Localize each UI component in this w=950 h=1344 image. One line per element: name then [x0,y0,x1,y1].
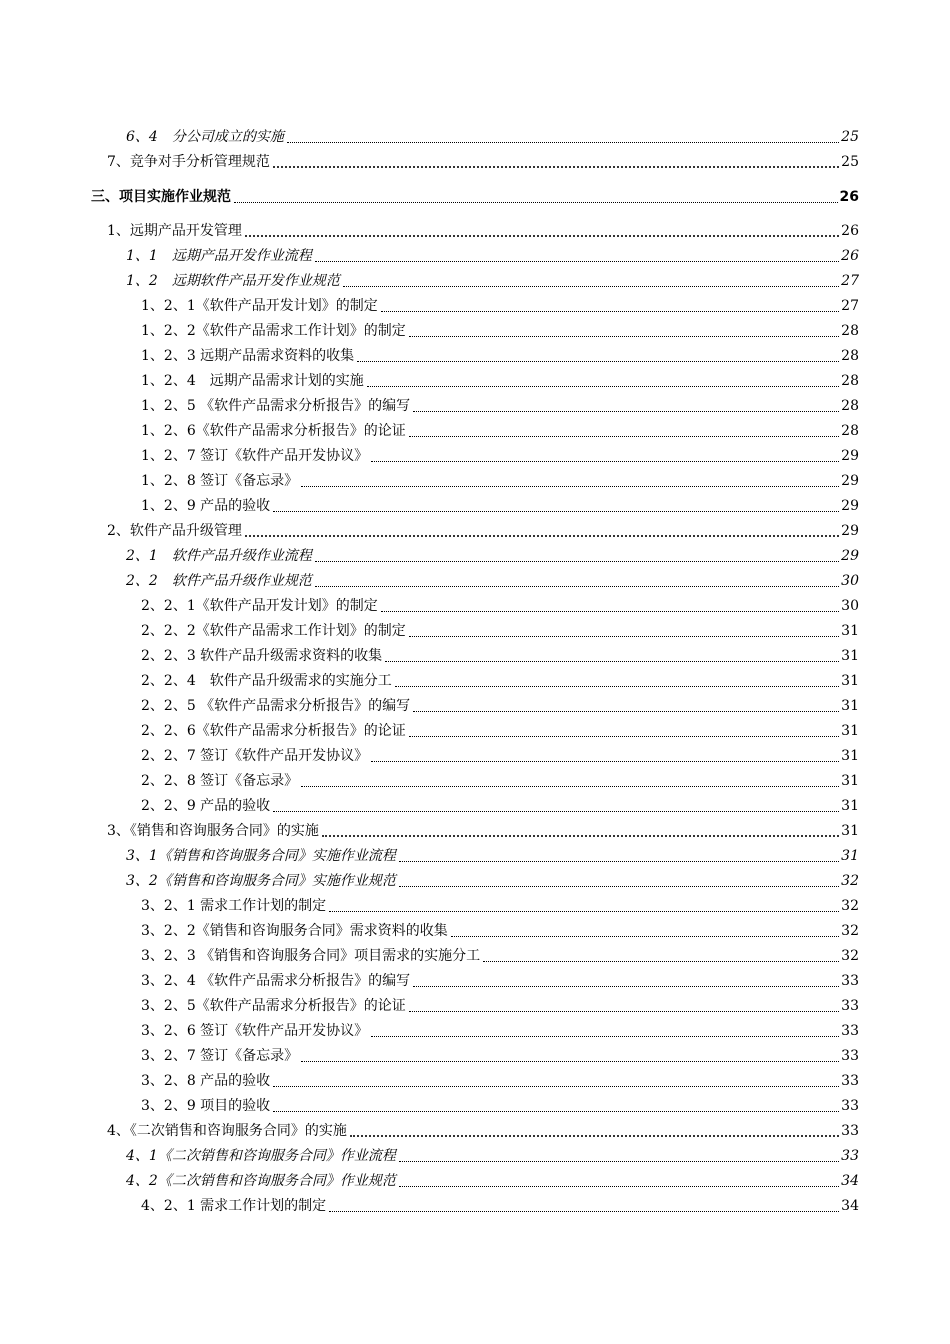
toc-entry[interactable] [126,543,859,565]
toc-entry-page-number: 32 [841,873,859,889]
toc-leader-dots [350,1134,839,1137]
toc-entry-page-number: 33 [841,998,859,1014]
toc-entry-page-number: 25 [841,129,859,145]
toc-entry-title: 3、2、3 《销售和咨询服务合同》项目需求的实施分工 [141,948,481,964]
toc-leader-dots [409,335,839,337]
toc-entry-page-number: 31 [841,823,859,839]
toc-leader-dots [395,685,839,687]
toc-leader-dots [367,385,839,387]
toc-leader-dots [409,735,839,737]
toc-entry-title: 2、2、1《软件产品开发计划》的制定 [141,598,378,614]
toc-entry-page-number: 31 [841,748,859,764]
toc-leader-dots [413,410,839,412]
toc-entry-title: 3、2、1 需求工作计划的制定 [141,898,327,914]
toc-entry[interactable] [126,243,859,265]
toc-entry[interactable] [141,1193,859,1215]
toc-entry-page-number: 27 [841,273,859,289]
toc-entry-title: 4、2《二次销售和咨询服务合同》作业规范 [126,1173,396,1189]
toc-entry-title: 2、2 软件产品升级作业规范 [126,573,312,589]
toc-entry[interactable] [141,418,859,440]
toc-entry-page-number: 33 [841,1098,859,1114]
toc-entry-title: 1、远期产品开发管理 [107,223,242,239]
toc-entry-page-number: 28 [841,348,859,364]
toc-entry-title: 1、2、1《软件产品开发计划》的制定 [141,298,378,314]
toc-entry[interactable] [141,293,859,315]
toc-entry-title: 3、2《销售和咨询服务合同》实施作业规范 [126,873,396,889]
toc-entry-title: 4、《二次销售和咨询服务合同》的实施 [107,1123,347,1139]
toc-entry-title: 2、2、3 软件产品升级需求资料的收集 [141,648,383,664]
toc-entry-page-number: 28 [841,323,859,339]
toc-leader-dots [273,1085,839,1087]
toc-entry[interactable] [141,943,859,965]
toc-entry-title: 3、2、6 签订《软件产品开发协议》 [141,1023,369,1039]
toc-leader-dots [301,1060,839,1062]
toc-entry-page-number: 31 [841,773,859,789]
toc-entry-page-number: 29 [841,473,859,489]
toc-leader-dots [322,834,839,837]
toc-leader-dots [399,885,839,887]
toc-entry[interactable] [141,918,859,940]
toc-entry-page-number: 26 [839,189,859,205]
toc-leader-dots [287,141,839,143]
toc-entry-page-number: 33 [841,1123,859,1139]
toc-entry-page-number: 33 [841,1073,859,1089]
toc-leader-dots [399,1185,839,1187]
toc-entry-title: 3、2、4 《软件产品需求分析报告》的编写 [141,973,411,989]
toc-entry[interactable] [126,1168,859,1190]
toc-entry-title: 2、2、8 签订《备忘录》 [141,773,299,789]
toc-entry-page-number: 33 [841,1048,859,1064]
toc-entry-page-number: 28 [841,423,859,439]
toc-entry-title: 2、软件产品升级管理 [107,523,242,539]
toc-entry[interactable] [141,368,859,390]
toc-entry-title: 1、2、8 签订《备忘录》 [141,473,299,489]
toc-entry-title: 3、2、2《销售和咨询服务合同》需求资料的收集 [141,923,448,939]
toc-entry[interactable] [126,1143,859,1165]
toc-leader-dots [413,985,839,987]
toc-entry-page-number: 29 [841,523,859,539]
toc-entry-title: 1、2 远期软件产品开发作业规范 [126,273,340,289]
toc-leader-dots [409,1010,839,1012]
toc-entry[interactable] [107,818,859,840]
toc-entry[interactable] [141,593,859,615]
toc-entry-page-number: 33 [841,1148,859,1164]
toc-entry-page-number: 31 [841,723,859,739]
toc-entry[interactable] [141,393,859,415]
toc-entry-page-number: 26 [841,248,859,264]
toc-entry[interactable] [141,493,859,515]
toc-leader-dots [301,785,839,787]
toc-entry-page-number: 30 [841,573,859,589]
toc-entry[interactable] [107,218,859,240]
toc-entry[interactable] [141,1043,859,1065]
toc-entry-title: 4、2、1 需求工作计划的制定 [141,1198,327,1214]
toc-entry-page-number: 33 [841,973,859,989]
toc-entry-title: 2、2、2《软件产品需求工作计划》的制定 [141,623,406,639]
toc-leader-dots [273,810,839,812]
toc-leader-dots [399,860,839,862]
toc-entry[interactable] [141,768,859,790]
toc-entry-page-number: 25 [841,154,859,170]
toc-entry-title: 3、《销售和咨询服务合同》的实施 [107,823,319,839]
toc-entry-title: 3、2、7 签订《备忘录》 [141,1048,299,1064]
toc-entry-page-number: 29 [841,498,859,514]
toc-entry-page-number: 30 [841,598,859,614]
toc-entry[interactable] [141,793,859,815]
toc-entry-page-number: 32 [841,898,859,914]
toc-leader-dots [483,960,839,962]
toc-entry-title: 2、2、6《软件产品需求分析报告》的论证 [141,723,406,739]
toc-entry[interactable] [126,568,859,590]
toc-entry[interactable] [141,668,859,690]
toc-leader-dots [451,935,839,937]
toc-entry-title: 2、2、4 软件产品升级需求的实施分工 [141,673,392,689]
toc-leader-dots [329,910,839,912]
toc-entry-title: 2、2、7 签订《软件产品开发协议》 [141,748,369,764]
toc-leader-dots [329,1210,839,1212]
toc-leader-dots [315,560,839,562]
toc-entry[interactable] [126,124,859,146]
toc-entry[interactable] [107,518,859,540]
toc-leader-dots [273,1110,839,1112]
toc-entry[interactable] [141,718,859,740]
toc-entry-page-number: 29 [841,548,859,564]
toc-entry-title: 1、2、4 远期产品需求计划的实施 [141,373,364,389]
toc-entry-title: 2、2、9 产品的验收 [141,798,271,814]
toc-entry[interactable] [141,318,859,340]
toc-entry[interactable] [141,1093,859,1115]
toc-entry[interactable] [141,1068,859,1090]
toc-entry-page-number: 31 [841,673,859,689]
toc-entry-page-number: 26 [841,223,859,239]
toc-leader-dots [245,234,839,237]
toc-entry-title: 4、1《二次销售和咨询服务合同》作业流程 [126,1148,396,1164]
toc-entry-title: 1、2、9 产品的验收 [141,498,271,514]
toc-entry-title: 1、2、2《软件产品需求工作计划》的制定 [141,323,406,339]
toc-entry-page-number: 31 [841,623,859,639]
toc-entry-title: 1、2、3 远期产品需求资料的收集 [141,348,355,364]
toc-leader-dots [301,485,839,487]
toc-entry-title: 1、2、7 签订《软件产品开发协议》 [141,448,369,464]
toc-leader-dots [234,201,838,203]
toc-entry[interactable] [126,268,859,290]
toc-entry-page-number: 32 [841,948,859,964]
toc-entry[interactable] [141,1018,859,1040]
toc-entry-title: 6、4 分公司成立的实施 [126,129,284,145]
toc-entry-title: 2、2、5 《软件产品需求分析报告》的编写 [141,698,411,714]
toc-leader-dots [371,1035,839,1037]
toc-entry[interactable] [141,693,859,715]
toc-entry-page-number: 32 [841,923,859,939]
toc-entry-page-number: 34 [841,1198,859,1214]
toc-leader-dots [409,635,839,637]
toc-entry[interactable] [141,468,859,490]
toc-entry-title: 2、1 软件产品升级作业流程 [126,548,312,564]
toc-entry[interactable] [91,184,859,206]
toc-entry[interactable] [107,1118,859,1140]
toc-entry[interactable] [141,443,859,465]
toc-entry-page-number: 31 [841,698,859,714]
toc-entry-page-number: 34 [841,1173,859,1189]
toc-entry[interactable] [141,743,859,765]
toc-entry-page-number: 28 [841,373,859,389]
toc-leader-dots [315,260,839,262]
toc-leader-dots [385,660,839,662]
toc-leader-dots [371,460,839,462]
toc-entry-title: 3、2、9 项目的验收 [141,1098,271,1114]
toc-leader-dots [343,285,839,287]
toc-entry[interactable] [141,968,859,990]
toc-entry-title: 三、项目实施作业规范 [91,189,231,205]
toc-leader-dots [273,165,839,168]
toc-entry-page-number: 31 [841,848,859,864]
toc-entry[interactable] [141,643,859,665]
toc-entry[interactable] [107,149,859,171]
toc-leader-dots [399,1160,839,1162]
toc-entry[interactable] [141,618,859,640]
toc-leader-dots [357,360,839,362]
toc-entry-title: 3、1《销售和咨询服务合同》实施作业流程 [126,848,396,864]
toc-entry-page-number: 31 [841,648,859,664]
toc-entry[interactable] [141,343,859,365]
toc-entry-title: 7、竞争对手分析管理规范 [107,154,270,170]
toc-entry-page-number: 27 [841,298,859,314]
toc-entry[interactable] [126,868,859,890]
toc-leader-dots [409,435,839,437]
toc-entry-title: 3、2、8 产品的验收 [141,1073,271,1089]
toc-leader-dots [381,610,839,612]
toc-leader-dots [413,710,839,712]
toc-leader-dots [381,310,839,312]
toc-entry-page-number: 28 [841,398,859,414]
toc-entry-page-number: 33 [841,1023,859,1039]
toc-leader-dots [371,760,839,762]
toc-entry-title: 1、2、6《软件产品需求分析报告》的论证 [141,423,406,439]
toc-entry[interactable] [126,843,859,865]
toc-entry-title: 3、2、5《软件产品需求分析报告》的论证 [141,998,406,1014]
toc-entry-page-number: 31 [841,798,859,814]
toc-entry[interactable] [141,993,859,1015]
toc-leader-dots [245,534,839,537]
toc-entry[interactable] [141,893,859,915]
toc-leader-dots [315,585,839,587]
toc-entry-page-number: 29 [841,448,859,464]
toc-entry-title: 1、2、5 《软件产品需求分析报告》的编写 [141,398,411,414]
toc-entry-title: 1、1 远期产品开发作业流程 [126,248,312,264]
toc-leader-dots [273,510,839,512]
